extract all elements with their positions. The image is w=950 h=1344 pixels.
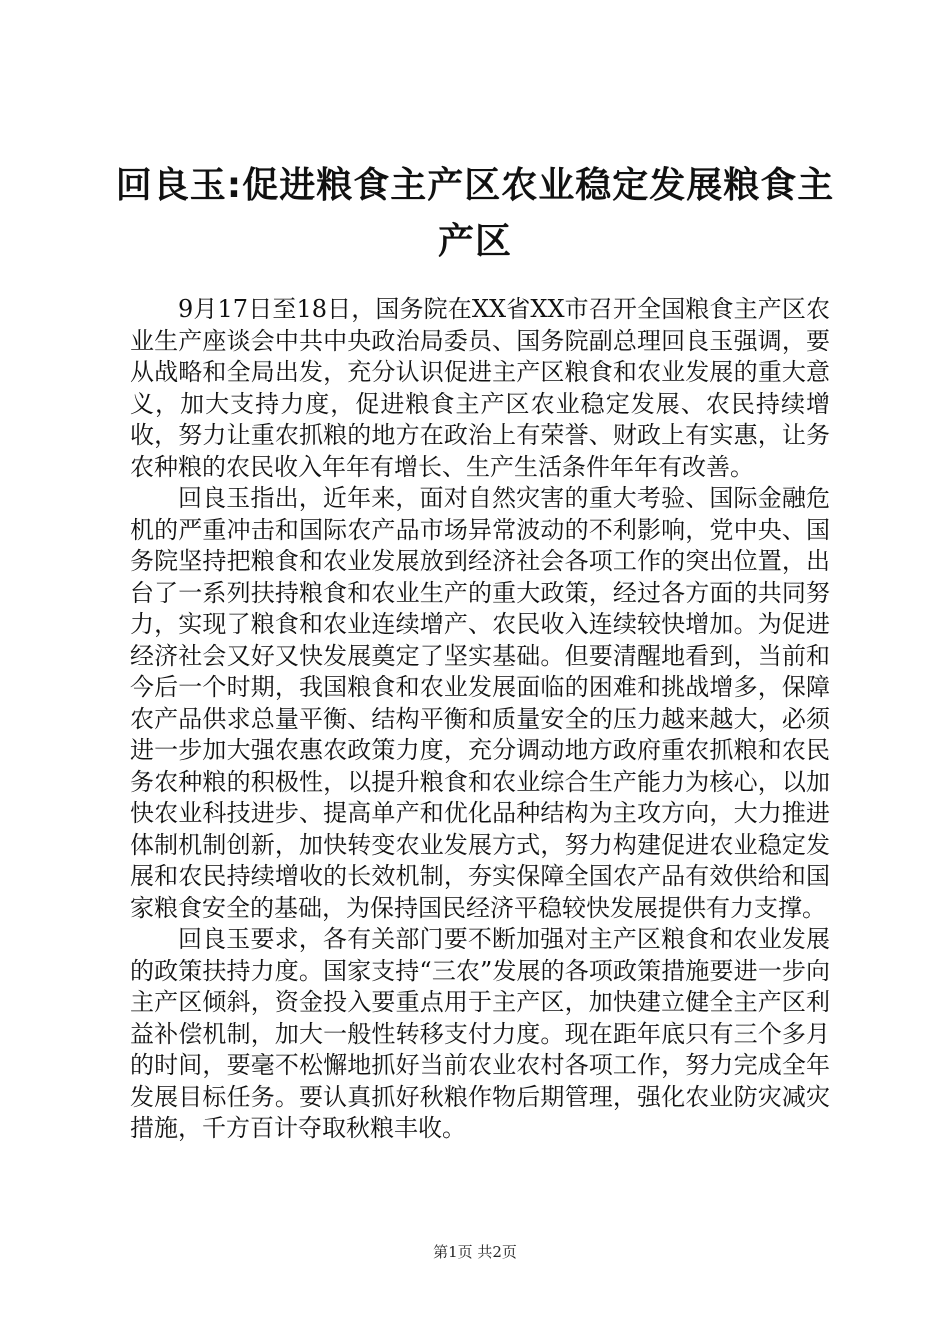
document-title: 回良玉:促进粮食主产区农业稳定发展粮食主产区 xyxy=(115,165,835,262)
paragraph-1: 9月17日至18日，国务院在XX省XX市召开全国粮食主产区农业生产座谈会中共中央政治局委员、国务院副总理回良玉强调，要从战略和全局出发，充分认识促进主产区粮食和农业发展的重大意义，加大支持力度，促进粮食主产区农业稳定发展、农民持续增收，努力让重农抓粮的地方在政治上有荣誉、财政上有实惠，让务农种粮的农民收入年年有增长、生产生活条件年年有改善。 xyxy=(130,295,830,481)
page-footer: 第1页 共2页 xyxy=(433,1243,517,1261)
document-body xyxy=(130,294,830,1145)
paragraph-3: 回良玉要求，各有关部门要不断加强对主产区粮食和农业发展的政策扶持力度。国家支持“三农”发展的各项政策措施要进一步向主产区倾斜，资金投入要重点用于主产区，加快建立健全主产区利益补偿机制，加大一般性转移支付力度。现在距年底只有三个多月的时间，要毫不松懈地抓好当前农业农村各项工作，努力完成全年发展目标任务。要认真抓好秋粮作物后期管理，强化农业防灾减灾措施，千方百计夺取秋粮丰收。 xyxy=(130,925,830,1142)
paragraph-2: 回良玉指出，近年来，面对自然灾害的重大考验、国际金融危机的严重冲击和国际农产品市场异常波动的不利影响，党中央、国务院坚持把粮食和农业发展放到经济社会各项工作的突出位置，出台了一系列扶持粮食和农业生产的重大政策，经过各方面的共同努力，实现了粮食和农业连续增产、农民收入连续较快增加。为促进经济社会又好又快发展奠定了坚实基础。但要清醒地看到，当前和今后一个时期，我国粮食和农业发展面临的困难和挑战增多，保障农产品供求总量平衡、结构平衡和质量安全的压力越来越大，必须进一步加大强农惠农政策力度，充分调动地方政府重农抓粮和农民务农种粮的积极性，以提升粮食和农业综合生产能力为核心，以加快农业科技进步、提高单产和优化品种结构为主攻方向，大力推进体制机制创新，加快转变农业发展方式，努力构建促进农业稳定发展和农民持续增收的长效机制，夯实保障全国农产品有效供给和国家粮食安全的基础，为保持国民经济平稳较快发展提供有力支撑。 xyxy=(130,484,830,922)
